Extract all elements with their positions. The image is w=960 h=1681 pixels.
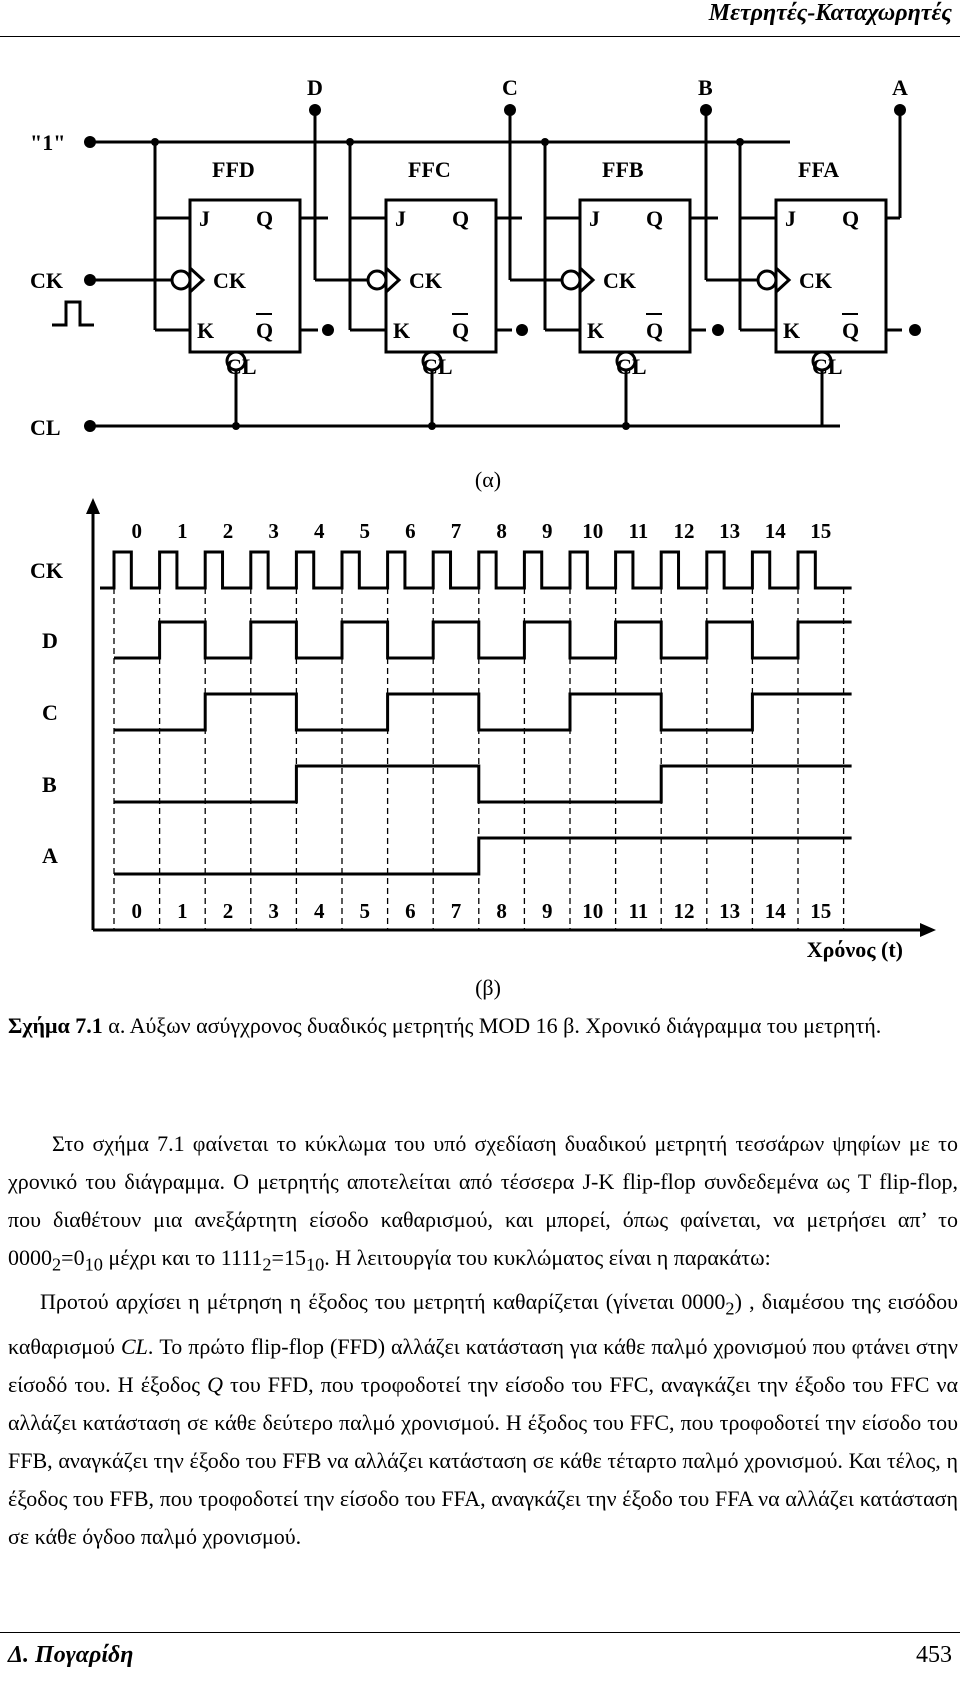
- ffb-q: Q: [646, 206, 664, 231]
- output-a-label: A: [892, 75, 908, 100]
- pulse-number-top: 13: [719, 519, 741, 543]
- paragraph-2-text: . Το πρώτο flip-flop (FFD) αλλάζει κατάσταση για κάθε παλμό χρονισμού που φτάνει στην είσοδό του. Η έξοδος: [8, 1333, 958, 1397]
- ffc-q: Q: [452, 206, 470, 231]
- pulse-number-top: 9: [541, 519, 553, 543]
- header-rule: [0, 36, 960, 37]
- ffd-name: FFD: [212, 157, 255, 182]
- ffa-qbar: Q: [842, 318, 860, 343]
- circuit-caption: (α): [474, 467, 502, 492]
- ck-input-label: CK: [30, 268, 63, 293]
- ffc-ck: CK: [409, 268, 442, 293]
- pulse-number-bottom: 9: [541, 899, 553, 923]
- ffd-j: J: [199, 206, 210, 231]
- pulse-number-top: 8: [496, 519, 507, 543]
- paragraph-2-text: του FFD, που τροφοδοτεί την είσοδο του FFC, αναγκάζει την έξοδο του FFC να αλλάζει κατάσταση σε κάθε δεύτερο παλμό χρονισμού. Η έξοδος του FFC, που τροφοδοτεί την είσοδο του FFB, αναγκάζει την έξοδο του FFB να αλλάζει κατάσταση σε κάθε τέταρτο παλμό χρονισμού. Και τέλος, η έξοδος του FFB, που τροφοδοτεί την είσοδο του FFA, αναγκάζει την έξοδο του FFA να αλλάζει κατάσταση σε κάθε όγδοο παλμό χρονισμού.: [8, 1371, 958, 1549]
- timing-signal-labels: [30, 558, 63, 868]
- ffd-qbar: Q: [256, 318, 274, 343]
- page-number: 453: [916, 1642, 952, 1668]
- cl-symbol: CL: [120, 1333, 148, 1359]
- page-header: [0, 0, 960, 40]
- output-c-label: C: [502, 75, 518, 100]
- output-b-label: B: [698, 75, 713, 100]
- cl-input-label: CL: [30, 415, 61, 440]
- figure-7-1: [0, 40, 960, 1005]
- counter-circuit: [52, 110, 902, 426]
- pulse-number-top: 7: [450, 519, 462, 543]
- ffc-cl: CL: [422, 354, 453, 379]
- ffc-qbar: Q: [452, 318, 470, 343]
- pulse-number-bottom: 7: [450, 899, 462, 923]
- pulse-number-top: 5: [359, 519, 371, 543]
- axis-arrow-right: [920, 923, 936, 937]
- pulse-number-top: 0: [131, 519, 143, 543]
- pulse-number-top: 6: [405, 519, 416, 543]
- body-text: [8, 1125, 958, 1556]
- pulse-number-top: 1: [177, 519, 188, 543]
- timing-label-b: B: [42, 772, 57, 797]
- subscript: 2: [725, 1298, 735, 1319]
- d-waveform: [114, 622, 852, 658]
- paragraph-1-text: =15: [271, 1245, 306, 1270]
- ck-waveform: [100, 552, 852, 588]
- pulse-number-top: 10: [582, 519, 604, 543]
- pulse-number-bottom: 5: [359, 899, 371, 923]
- ffd-ck: CK: [213, 268, 246, 293]
- axis-arrow-up: [86, 498, 100, 514]
- paragraph-1: [8, 1125, 958, 1283]
- subscript: 2: [262, 1254, 272, 1275]
- pulse-number-top: 14: [764, 519, 786, 543]
- ffb-cl: CL: [616, 354, 647, 379]
- circuit-dots: [84, 104, 921, 432]
- ffb-j: J: [589, 206, 600, 231]
- input-one-label: "1": [30, 130, 66, 155]
- time-axis-label: Χρόνος (t): [806, 937, 903, 962]
- paragraph-1-text: =0: [61, 1245, 85, 1270]
- pulse-number-bottom: 12: [673, 899, 695, 923]
- paragraph-1-text: . Η λειτουργία του κυκλώματος είναι η παρακάτω:: [324, 1245, 771, 1270]
- pulse-number-bottom: 2: [222, 899, 234, 923]
- timing-diagram: [86, 498, 936, 937]
- subscript: 10: [84, 1254, 103, 1275]
- pulse-number-bottom: 14: [764, 899, 786, 923]
- c-waveform: [114, 694, 852, 730]
- pulse-number-bottom: 1: [177, 899, 188, 923]
- paragraph-1-text: μέχρι και το 1111: [102, 1245, 263, 1270]
- pulse-number-bottom: 4: [313, 899, 325, 923]
- timing-caption: (β): [475, 975, 501, 1000]
- timing-label-a: A: [42, 843, 58, 868]
- pulse-number-top: 12: [673, 519, 695, 543]
- ffa-j: J: [785, 206, 796, 231]
- ffa-cl: CL: [812, 354, 843, 379]
- pulse-number-bottom: 3: [268, 899, 279, 923]
- pulse-number-bottom: 10: [582, 899, 604, 923]
- pulse-number-bottom: 6: [405, 899, 416, 923]
- pulse-number-top: 11: [628, 519, 649, 543]
- ffb-name: FFB: [602, 157, 644, 182]
- timing-label-c: C: [42, 700, 58, 725]
- ffb-k: K: [587, 318, 605, 343]
- ffc-name: FFC: [408, 157, 451, 182]
- timing-label-ck: CK: [30, 558, 63, 583]
- header-title: Μετρητές-Καταχωρητές: [708, 0, 952, 26]
- ffc-k: K: [393, 318, 411, 343]
- subscript: 2: [52, 1254, 62, 1275]
- pulse-number-top: 4: [313, 519, 325, 543]
- ffc-j: J: [395, 206, 406, 231]
- footer-rule: [0, 1632, 960, 1633]
- ffd-q: Q: [256, 206, 274, 231]
- ffd-cl: CL: [226, 354, 257, 379]
- ffa-name: FFA: [798, 157, 840, 182]
- a-waveform: [114, 838, 852, 874]
- q-symbol: Q: [207, 1371, 223, 1397]
- ffa-ck: CK: [799, 268, 832, 293]
- ffd-k: K: [197, 318, 215, 343]
- b-waveform: [114, 766, 852, 802]
- output-d-label: D: [307, 75, 323, 100]
- page-footer: [0, 1632, 960, 1681]
- paragraph-2-text: Προτού αρχίσει η μέτρηση η έξοδος του μετρητή καθαρίζεται (γίνεται 0000: [40, 1289, 726, 1315]
- pulse-number-bottom: 13: [719, 899, 741, 923]
- ffb-ck: CK: [603, 268, 636, 293]
- ffa-q: Q: [842, 206, 860, 231]
- pulse-number-bottom: 0: [131, 899, 143, 923]
- pulse-number-top: 15: [810, 519, 832, 543]
- paragraph-2: [8, 1283, 958, 1555]
- paragraph-2-text: ) , διαμέσου της εισόδου καθαρισμού: [8, 1289, 958, 1359]
- pulse-number-bottom: 11: [628, 899, 649, 923]
- pulse-number-top: 3: [268, 519, 279, 543]
- paragraph-1-text: Στο σχήμα 7.1 φαίνεται το κύκλωμα του υπό σχεδίαση δυαδικού μετρητή τεσσάρων ψηφίων με το χρονικό του διάγραμμα. Ο μετρητής αποτελείται από τέσσερα J-K flip-flop συνδεδεμένα ως T flip-flop, που διαθέτουν μια ανεξάρτητη είσοδο καθαρισμού, και μπορεί, όπως φαίνεται, να μετρήσει απ’ το 0000: [8, 1131, 958, 1270]
- pulse-number-top: 2: [222, 519, 234, 543]
- figure-caption-text: α. Αύξων ασύγχρονος δυαδικός μετρητής MOD 16 β. Χρονικό διάγραμμα του μετρητή.: [102, 1013, 882, 1038]
- pulse-number-bottom: 8: [496, 899, 507, 923]
- ffa-k: K: [783, 318, 801, 343]
- footer-author: Δ. Πογαρίδη: [8, 1642, 134, 1668]
- figure-caption-label: Σχήμα 7.1: [8, 1013, 103, 1038]
- timing-label-d: D: [42, 628, 58, 653]
- subscript: 10: [305, 1254, 325, 1275]
- figure-caption: [8, 1007, 958, 1045]
- pulse-number-bottom: 15: [810, 899, 832, 923]
- ffb-qbar: Q: [646, 318, 664, 343]
